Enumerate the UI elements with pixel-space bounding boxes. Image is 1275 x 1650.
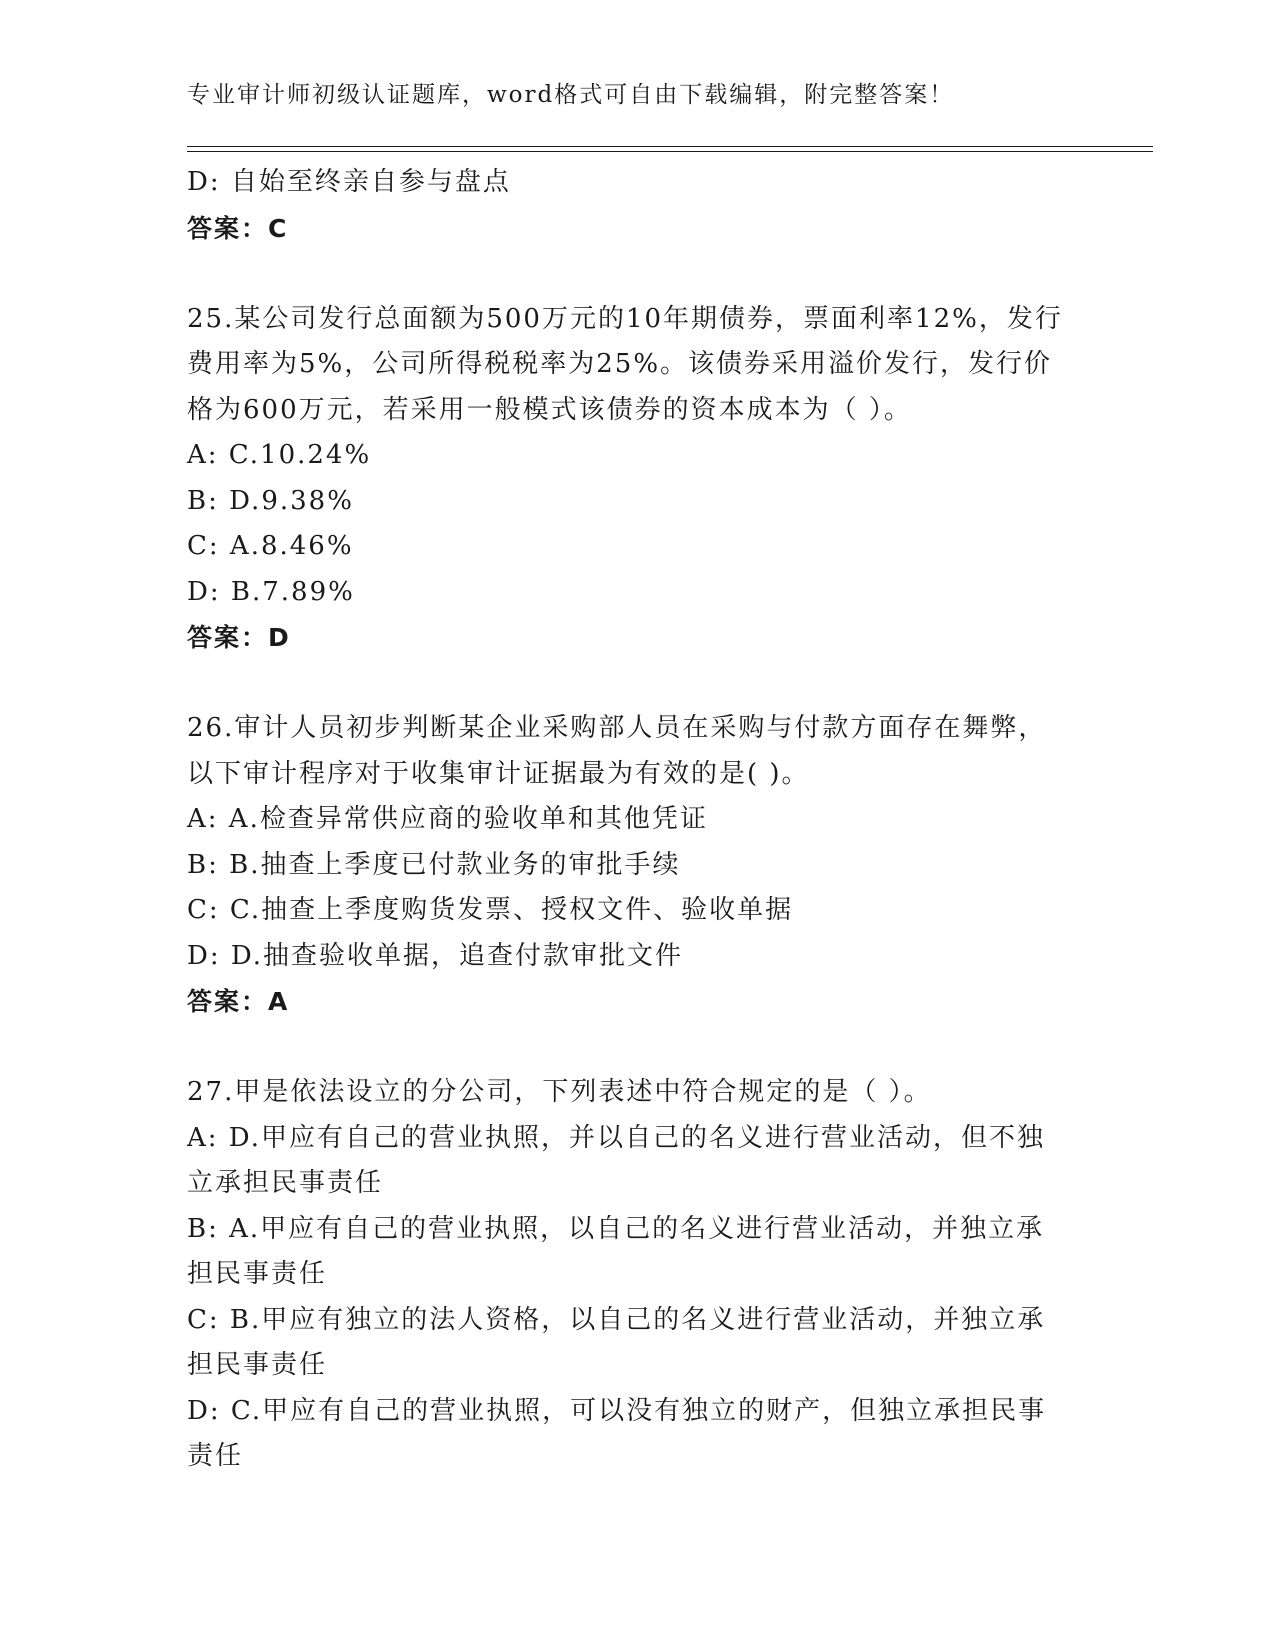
text-line: B: D.9.38% [187,485,354,516]
text-line: D: 自始至终亲自参与盘点 [187,167,511,197]
text-line: 费用率为5%，公司所得税税率为25%。该债券采用溢价发行，发行价 [187,349,1053,379]
answer-line: 答案：A [187,987,290,1016]
answer-line: 答案：D [187,623,291,652]
document-body [187,160,1087,1480]
text-line: C: A.8.46% [187,531,354,561]
paragraph-gap [187,1025,1087,1071]
text-line: B: B.抽查上季度已付款业务的审批手续 [187,849,681,880]
text-line: D: D.抽查验收单据，追查付款审批文件 [187,940,684,971]
text-line: 担民事责任 [187,1259,328,1289]
text-line: C: B.甲应有独立的法人资格，以自己的名义进行营业活动，并独立承 [187,1304,1046,1335]
text-line: 立承担民事责任 [187,1168,384,1198]
text-line: 27.甲是依法设立的分公司，下列表述中符合规定的是（ ）。 [187,1077,932,1107]
header-rule-top [187,146,1153,147]
text-line: 格为600万元，若采用一般模式该债券的资本成本为（ ）。 [187,394,912,425]
paragraph-gap [187,661,1087,707]
text-line: C: C.抽查上季度购货发票、授权文件、验收单据 [187,895,794,925]
text-line: 担民事责任 [187,1350,328,1380]
text-line: 25.某公司发行总面额为500万元的10年期债券，票面利率12%，发行 [187,303,1063,334]
text-line: A: A.检查异常供应商的验收单和其他凭证 [187,804,708,834]
text-line: B: A.甲应有自己的营业执照，以自己的名义进行营业活动，并独立承 [187,1213,1045,1244]
text-line: 责任 [187,1441,244,1471]
text-line: D: B.7.89% [187,576,355,607]
text-line: 26.审计人员初步判断某企业采购部人员在采购与付款方面存在舞弊， [187,713,1047,743]
answer-line: 答案：C [187,213,289,243]
paragraph-gap [187,251,1087,297]
page-header: 专业审计师初级认证题库，word格式可自由下载编辑，附完整答案！ [187,82,955,108]
text-line: D: C.甲应有自己的营业执照，可以没有独立的财产，但独立承担民事 [187,1395,1047,1426]
text-line: 以下审计程序对于收集审计证据最为有效的是( )。 [187,758,810,789]
header-rule-bottom [187,151,1153,152]
text-line: A: C.10.24% [187,440,372,470]
text-line: A: D.甲应有自己的营业执照，并以自己的名义进行营业活动，但不独 [187,1122,1045,1153]
